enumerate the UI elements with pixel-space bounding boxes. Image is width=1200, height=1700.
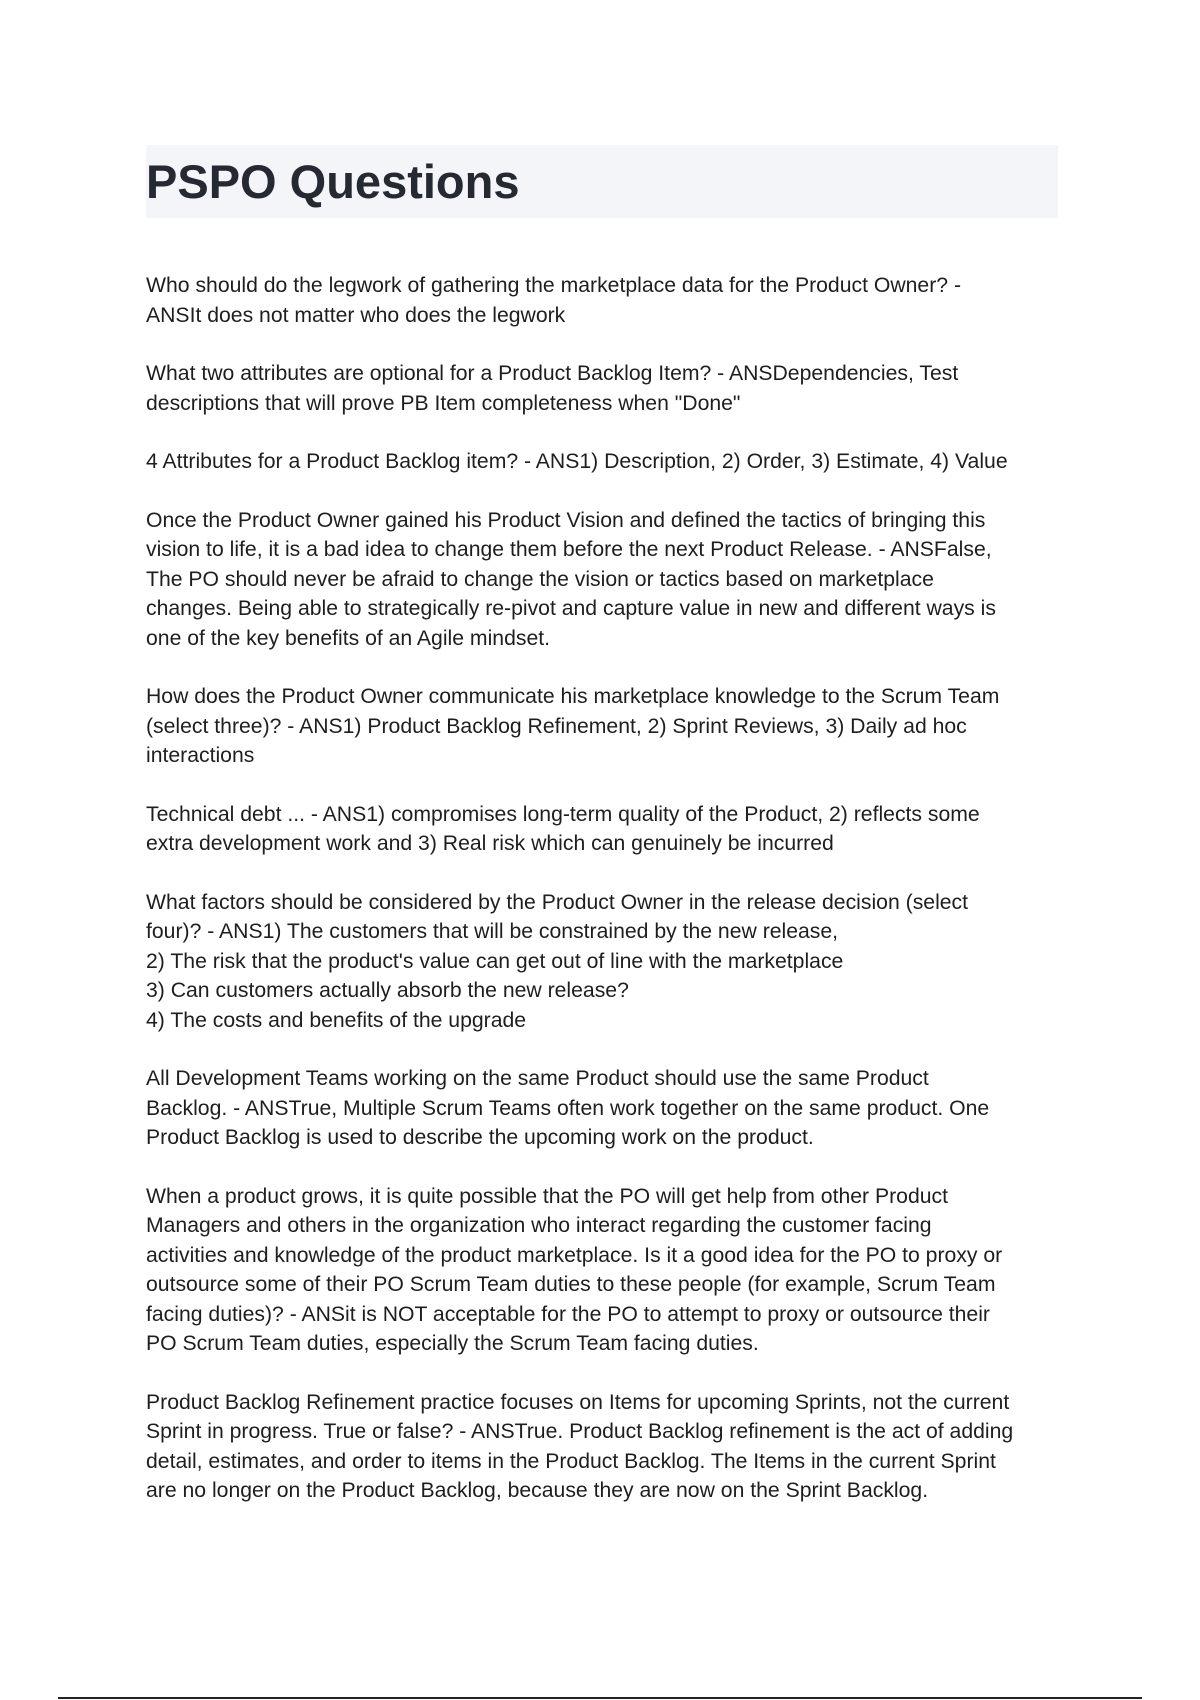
qa-item [146, 800, 1066, 859]
qa-line: interactions [146, 744, 255, 767]
qa-line: changes. Being able to strategically re-pivot and capture value in new and different ways is [146, 597, 996, 620]
qa-line: PO Scrum Team duties, especially the Scrum Team facing duties. [146, 1332, 759, 1355]
footer-divider [58, 1697, 1142, 1699]
qa-line: four)? - ANS1) The customers that will be constrained by the new release, [146, 920, 839, 943]
qa-line: What two attributes are optional for a Product Backlog Item? - ANSDependencies, Test [146, 362, 959, 385]
qa-line: 4) The costs and benefits of the upgrade [146, 1008, 527, 1032]
qa-list [146, 271, 1066, 1535]
qa-line: outsource some of their PO Scrum Team duties to these people (for example, Scrum Team [146, 1273, 996, 1296]
qa-line: 3) Can customers actually absorb the new release? [146, 979, 629, 1002]
qa-line: Sprint in progress. True or false? - ANSTrue. Product Backlog refinement is the act of adding [146, 1420, 1014, 1443]
qa-line: ANSIt does not matter who does the legwork [146, 303, 566, 327]
qa-line: Managers and others in the organization who interact regarding the customer facing [146, 1214, 932, 1237]
qa-line: 4 Attributes for a Product Backlog item? - ANS1) Description, 2) Order, 3) Estimate, 4) Value [146, 450, 1008, 473]
qa-line: Who should do the legwork of gathering the marketplace data for the Product Owner? - [146, 274, 961, 297]
qa-line: The PO should never be afraid to change the vision or tactics based on marketplace [146, 567, 934, 591]
qa-item [146, 271, 1066, 330]
qa-item [146, 1064, 1066, 1153]
qa-line: (select three)? - ANS1) Product Backlog Refinement, 2) Sprint Reviews, 3) Daily ad hoc [146, 714, 967, 738]
qa-item [146, 888, 1066, 1036]
qa-item [146, 359, 1066, 418]
qa-line: activities and knowledge of the product marketplace. Is it a good idea for the PO to proxy or [146, 1243, 1003, 1267]
page-title: PSPO Questions [146, 155, 520, 208]
qa-item [146, 506, 1066, 654]
title-band [146, 145, 1058, 218]
qa-line: are no longer on the Product Backlog, because they are now on the Sprint Backlog. [146, 1479, 929, 1502]
qa-line: Product Backlog is used to describe the upcoming work on the product. [146, 1126, 814, 1149]
qa-line: Once the Product Owner gained his Product Vision and defined the tactics of bringing this [146, 508, 986, 532]
qa-line: extra development work and 3) Real risk which can genuinely be incurred [146, 832, 834, 855]
qa-line: vision to life, it is a bad idea to change them before the next Product Release. - ANSFalse, [146, 538, 992, 561]
qa-item [146, 447, 1066, 477]
qa-line: descriptions that will prove PB Item completeness when "Done" [146, 391, 741, 415]
qa-line: detail, estimates, and order to items in the Product Backlog. The Items in the current Sprint [146, 1449, 996, 1473]
qa-line: When a product grows, it is quite possible that the PO will get help from other Product [146, 1184, 948, 1208]
qa-item [146, 1388, 1066, 1506]
qa-line: Product Backlog Refinement practice focuses on Items for upcoming Sprints, not the current [146, 1390, 1010, 1414]
qa-line: one of the key benefits of an Agile mindset. [146, 626, 550, 650]
qa-line: What factors should be considered by the Product Owner in the release decision (select [146, 890, 969, 914]
qa-line: Technical debt ... - ANS1) compromises long-term quality of the Product, 2) reflects some [146, 802, 980, 826]
qa-line: How does the Product Owner communicate his marketplace knowledge to the Scrum Team [146, 685, 1000, 708]
qa-item [146, 1182, 1066, 1359]
qa-line: Backlog. - ANSTrue, Multiple Scrum Teams often work together on the same product. One [146, 1096, 990, 1120]
qa-line: All Development Teams working on the same Product should use the same Product [146, 1067, 929, 1090]
qa-line: 2) The risk that the product's value can get out of line with the marketplace [146, 949, 844, 973]
qa-item [146, 682, 1066, 771]
qa-line: facing duties)? - ANSit is NOT acceptable for the PO to attempt to proxy or outsource their [146, 1302, 990, 1326]
